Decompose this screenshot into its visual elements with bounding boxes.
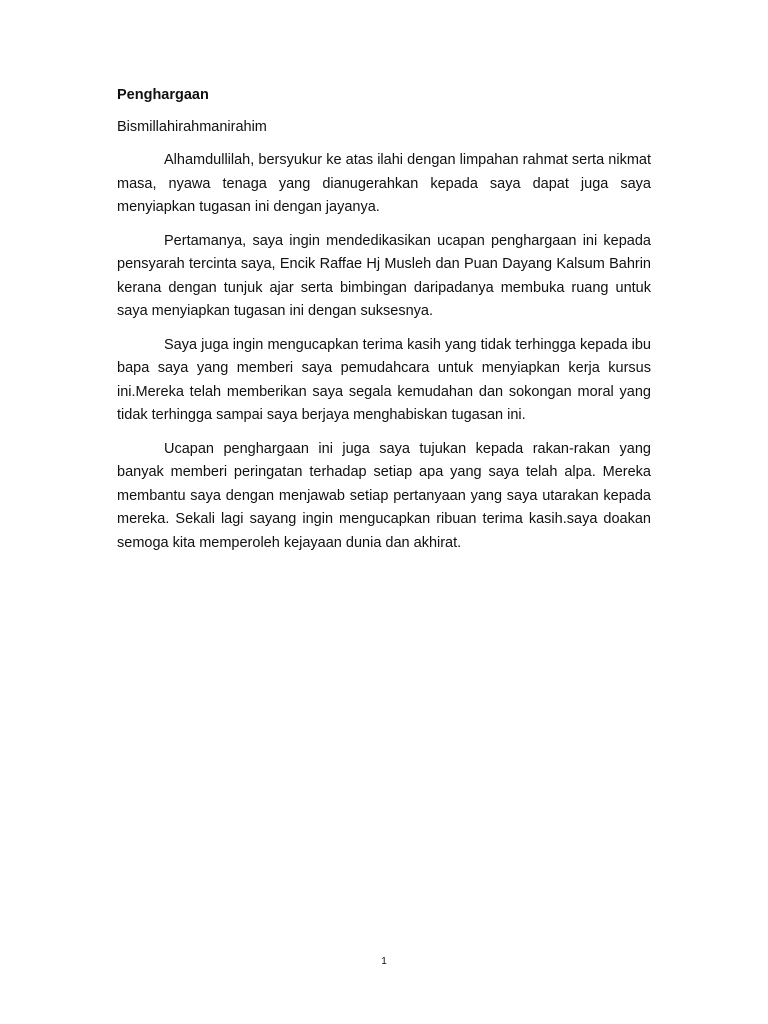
page-number: 1 <box>381 956 387 967</box>
document-subtitle: Bismillahirahmanirahim <box>117 119 267 135</box>
paragraph-2: Pertamanya, saya ingin mendedikasikan ucapan penghargaan ini kepada pensyarah tercinta saya, Encik Raffae Hj Musleh dan Puan Dayang Kalsum Bahrin kerana dengan tunjuk ajar serta bimbingan daripadanya membuka ruang untuk saya menyiapkan tugasan ini dengan suksesnya. <box>117 232 651 319</box>
paragraph-4: Ucapan penghargaan ini juga saya tujukan kepada rakan-rakan yang banyak memberi peringatan terhadap setiap apa yang saya telah alpa. Mereka membantu saya dengan menjawab setiap pertanyaan yang saya utarakan kepada mereka. Sekali lagi sayang ingin mengucapkan ribuan terima kasih.saya doakan semoga kita memperoleh kejayaan dunia dan akhirat. <box>117 440 651 551</box>
document-body <box>117 84 651 555</box>
paragraph-1: Alhamdullilah, bersyukur ke atas ilahi dengan limpahan rahmat serta nikmat masa, nyawa tenaga yang dianugerahkan kepada saya dapat juga saya menyiapkan tugasan ini dengan jayanya. <box>117 152 651 215</box>
document-title: Penghargaan <box>117 87 209 103</box>
paragraph-3: Saya juga ingin mengucapkan terima kasih yang tidak terhingga kepada ibu bapa saya yang memberi saya pemudahcara untuk menyiapkan kerja kursus ini.Mereka telah memberikan saya segala kemudahan dan sokongan moral yang tidak terhingga sampai saya berjaya menghabiskan tugasan ini. <box>117 336 651 423</box>
